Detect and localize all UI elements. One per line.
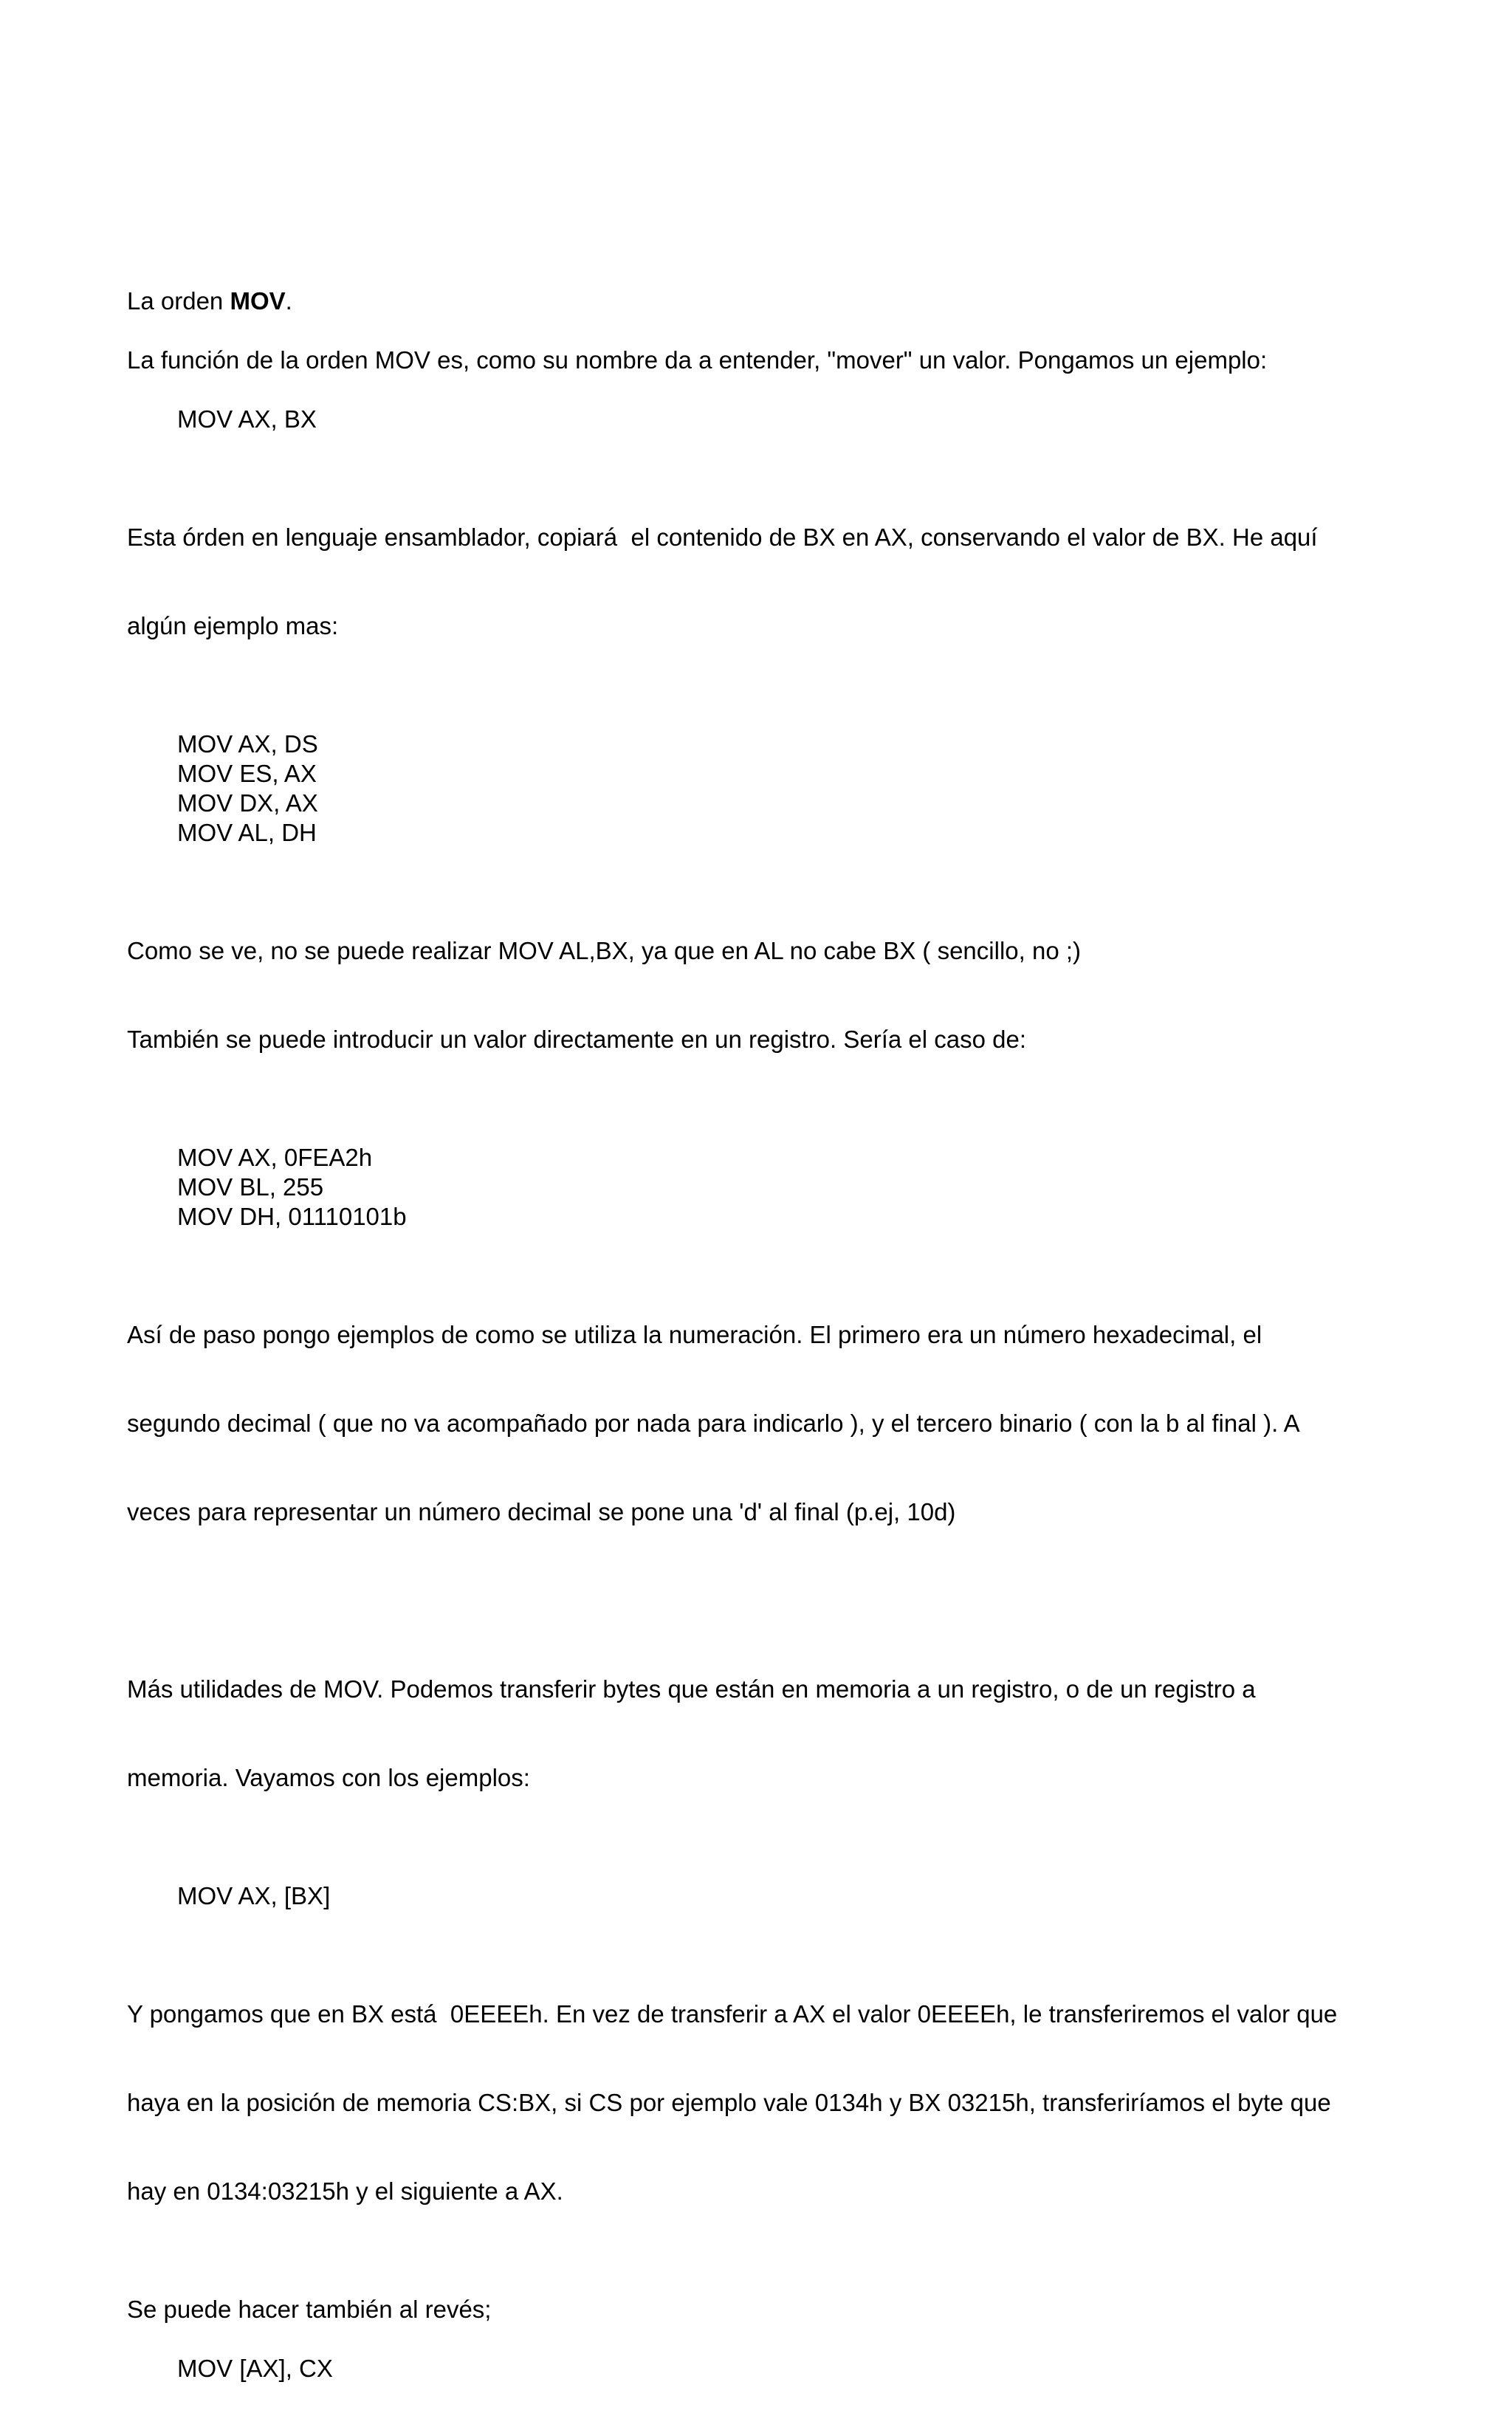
code-line: MOV AL, DH <box>177 819 317 846</box>
title-prefix: La orden <box>127 287 230 315</box>
code-line: MOV ES, AX <box>177 760 317 787</box>
paragraph-line: También se puede introducir un valor directamente en un registro. Sería el caso de: <box>127 1026 1027 1053</box>
document-page <box>127 286 1412 2413</box>
paragraph-copy-explanation <box>127 464 1412 700</box>
paragraph-line: veces para representar un número decimal se pone una 'd' al final (p.ej, 10d) <box>127 1498 956 1525</box>
code-line: MOV AX, BX <box>177 405 317 433</box>
paragraph-numeration <box>127 1261 1412 1586</box>
code-example-3 <box>177 1143 1412 1232</box>
code-line: MOV BL, 255 <box>177 1173 324 1201</box>
code-example-2 <box>177 730 1412 848</box>
paragraph-line: segundo decimal ( que no va acompañado por nada para indicarlo ), y el tercero binario ( con la b al final ). A <box>127 1410 1300 1437</box>
code-example-5 <box>177 2354 1412 2383</box>
paragraph-line: Más utilidades de MOV. Podemos transferir bytes que están en memoria a un registro, o de un registro a <box>127 1675 1256 1703</box>
paragraph-line: Y pongamos que en BX está 0EEEEh. En vez de transferir a AX el valor 0EEEEh, le transferiremos el valor que <box>127 2000 1338 2028</box>
title-keyword: MOV <box>230 287 286 315</box>
paragraph-line: Como se ve, no se puede realizar MOV AL,BX, ya que en AL no cabe BX ( sencillo, no ;) <box>127 937 1081 964</box>
paragraph-memory-transfer <box>127 1616 1412 1852</box>
code-line: MOV [AX], CX <box>177 2355 333 2382</box>
section-title <box>127 286 1412 316</box>
paragraph-intro: La función de la orden MOV es, como su nombre da a entender, "mover" un valor. Pongamos un ejemplo: <box>127 346 1268 374</box>
code-line: MOV AX, [BX] <box>177 1882 331 1909</box>
code-line: MOV AX, DS <box>177 730 318 758</box>
code-line: MOV DX, AX <box>177 789 318 817</box>
paragraph-memory-explanation <box>127 1940 1412 2265</box>
paragraph-line: algún ejemplo mas: <box>127 612 339 639</box>
paragraph-line: Así de paso pongo ejemplos de como se utiliza la numeración. El primero era un número hexadecimal, el <box>127 1321 1262 1348</box>
code-example-4 <box>177 1881 1412 1911</box>
code-line: MOV DH, 01110101b <box>177 1203 407 1230</box>
paragraph-line: Esta órden en lenguaje ensamblador, copiará el contenido de BX en AX, conservando el valor de BX. He aquí <box>127 524 1318 551</box>
paragraph-reverse: Se puede hacer también al revés; <box>127 2296 492 2323</box>
title-suffix: . <box>285 287 292 315</box>
code-line: MOV AX, 0FEA2h <box>177 1144 373 1171</box>
paragraph-line: hay en 0134:03215h y el siguiente a AX. <box>127 2177 563 2205</box>
code-example-1 <box>177 405 1412 434</box>
paragraph-line: memoria. Vayamos con los ejemplos: <box>127 1764 530 1791</box>
paragraph-immediate-values <box>127 877 1412 1113</box>
paragraph-line: haya en la posición de memoria CS:BX, si CS por ejemplo vale 0134h y BX 03215h, transferiríamos el byte que <box>127 2089 1331 2116</box>
